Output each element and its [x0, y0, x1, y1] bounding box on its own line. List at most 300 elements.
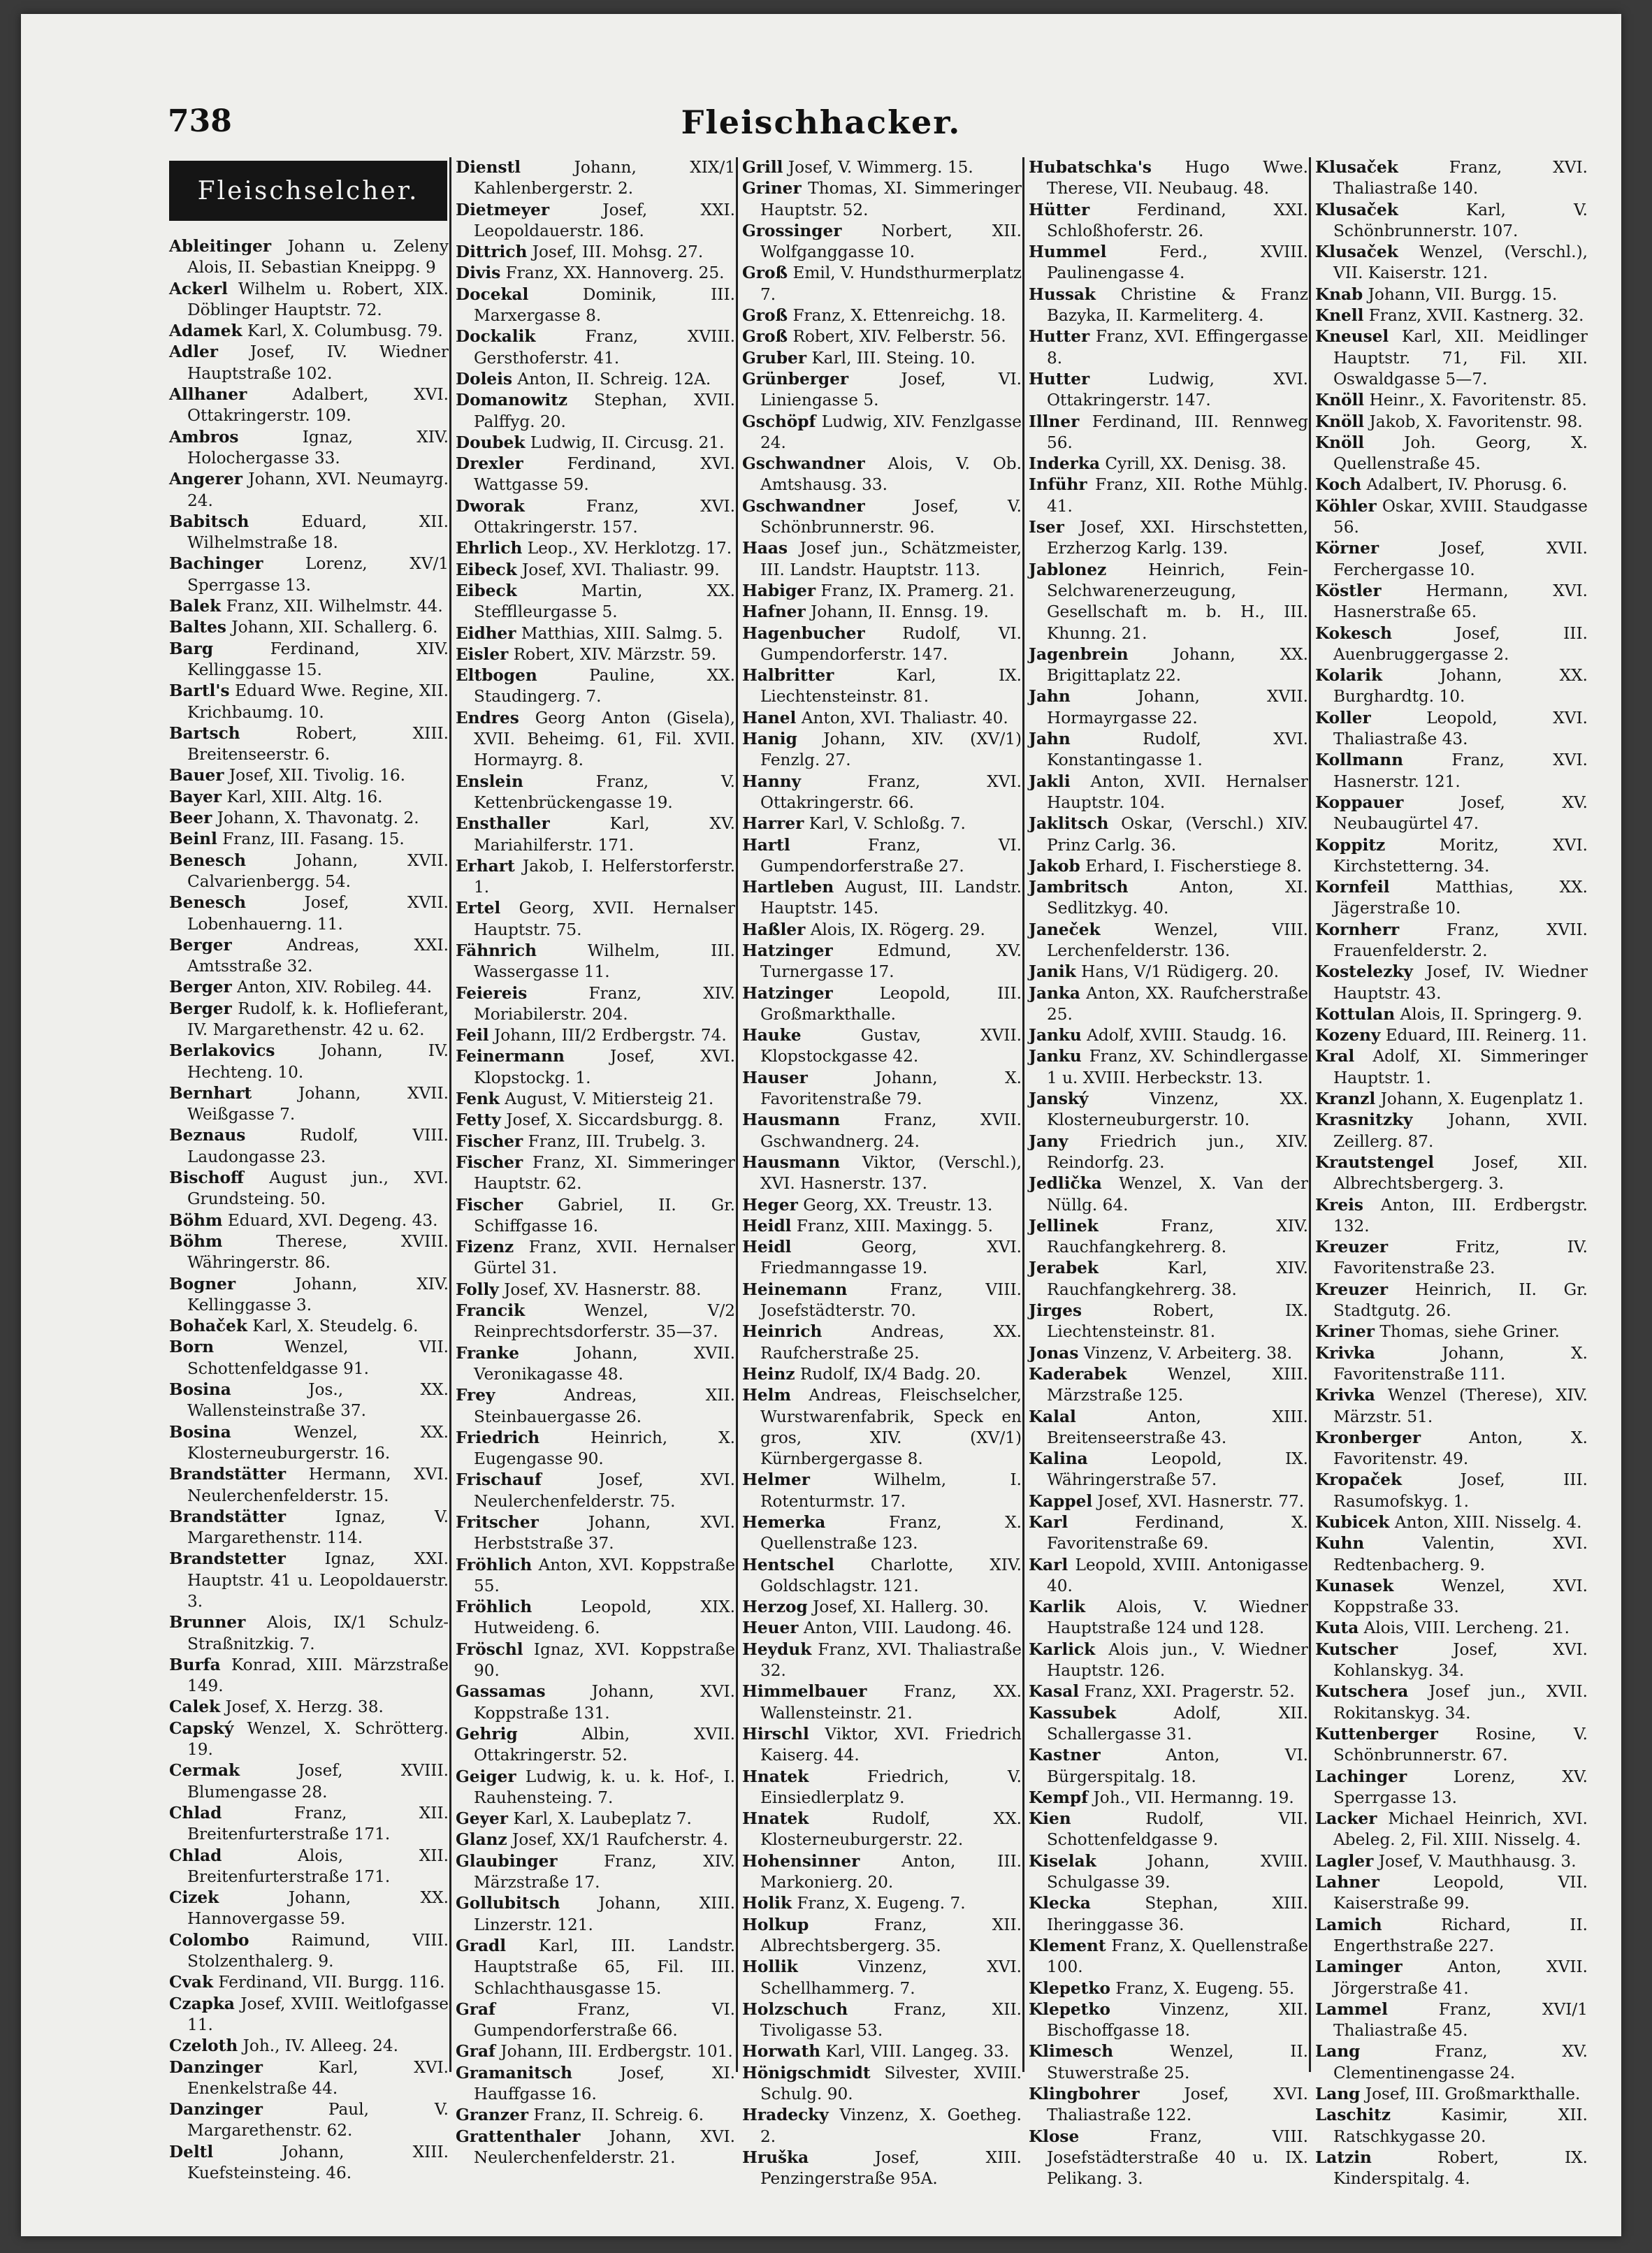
directory-entry	[1315, 1957, 1588, 1999]
directory-entry	[169, 1612, 449, 1655]
directory-entry	[1029, 856, 1308, 877]
entry-details: Raimund, VIII. Stolzenthalerg. 9.	[187, 1930, 449, 1971]
directory-entry	[742, 983, 1022, 1026]
directory-entry	[742, 1025, 1022, 1068]
entry-surname: Friedrich	[456, 1428, 540, 1447]
entry-details: Karl, XVI. Enenkelstraße 44.	[187, 2057, 449, 2098]
entry-details: Anton, XVI. Koppstraße 55.	[474, 1555, 735, 1595]
entry-details: Stephan, XVII. Palffyg. 20.	[474, 391, 735, 431]
entry-details: Josef, XXI. Leopoldauerstr. 186.	[474, 200, 735, 240]
entry-surname: Klimesch	[1029, 2042, 1114, 2062]
directory-entry	[1315, 538, 1588, 581]
directory-entry	[456, 623, 735, 644]
entry-surname: Grill	[742, 158, 783, 177]
directory-entry	[169, 617, 449, 638]
directory-entry	[1029, 983, 1308, 1026]
entry-details: Jakob, X. Favoritenstr. 98.	[1369, 412, 1583, 431]
directory-entry	[456, 454, 735, 496]
directory-entry	[742, 412, 1022, 454]
entry-details: Johann, X. Favoritenstraße 111.	[1333, 1343, 1588, 1384]
page-number: 738	[168, 103, 232, 139]
entry-details: Franz, XVI. Ottakringerstr. 66.	[760, 771, 1022, 812]
entry-details: Josef, XI. Hauffgasse 16.	[474, 2063, 735, 2104]
entry-surname: Kostelezky	[1315, 962, 1413, 982]
entry-details: Silvester, XVIII. Schulg. 90.	[760, 2063, 1022, 2104]
entry-details: Johann, XII. Schallerg. 6.	[231, 618, 438, 637]
entry-surname: Grattenthaler	[456, 2127, 581, 2146]
entry-surname: Bosina	[169, 1422, 231, 1442]
entry-surname: Harrer	[742, 814, 804, 834]
entry-details: Vinzenz, XVI. Schellhammerg. 7.	[760, 1957, 1022, 1998]
directory-entry	[1029, 560, 1308, 644]
entry-details: Christine & Franz Bazyka, II. Karmeliterg. 4.	[1047, 284, 1308, 326]
entry-details: Heinrich, X. Eugengasse 90.	[474, 1428, 735, 1469]
directory-entry	[456, 369, 735, 390]
directory-entry	[169, 999, 449, 1041]
entry-surname: Doleis	[456, 369, 512, 389]
directory-entry	[742, 1555, 1022, 1598]
entry-surname: Endres	[456, 708, 519, 727]
directory-entry	[1315, 962, 1588, 1004]
entry-details: Albin, XVII. Ottakringerstr. 52.	[474, 1724, 735, 1765]
directory-entry	[742, 1597, 1022, 1618]
directory-entry	[1029, 242, 1308, 284]
directory-entry	[1029, 1936, 1308, 1978]
entry-surname: Beer	[169, 809, 212, 828]
entry-surname: Grossinger	[742, 221, 842, 240]
directory-entry	[1315, 1195, 1588, 1238]
directory-entry	[169, 384, 449, 427]
directory-entry	[1029, 644, 1308, 687]
directory-entry	[1315, 474, 1588, 495]
directory-entry	[169, 787, 449, 808]
entry-details: Franz, X. Ettenreichg. 18.	[792, 306, 1006, 326]
entry-surname: Eibeck	[456, 581, 517, 600]
entry-surname: Hradecky	[742, 2106, 829, 2125]
directory-entry	[1029, 1407, 1308, 1449]
entry-details: Anton, VI. Bürgerspitalg. 18.	[1047, 1746, 1308, 1786]
directory-entry	[456, 242, 735, 263]
entry-details: Rudolf, VIII. Laudongasse 23.	[187, 1126, 449, 1166]
entry-surname: Colombo	[169, 1930, 249, 1950]
entry-details: Karl, XV. Mariahilferstr. 171.	[474, 814, 735, 855]
directory-entry	[1315, 1280, 1588, 1322]
entry-surname: Krasnitzky	[1315, 1110, 1413, 1130]
entry-surname: Heger	[742, 1195, 798, 1215]
directory-entry	[456, 538, 735, 559]
directory-entry	[169, 1549, 449, 1612]
entry-details: Wilhelm, I. Rotenturmstr. 17.	[760, 1470, 1022, 1511]
entry-details: Josef, XVI. Thaliastr. 99.	[522, 560, 720, 579]
column-rule	[1022, 157, 1024, 2072]
directory-entry	[1315, 1681, 1588, 1724]
entry-surname: Dienstl	[456, 158, 521, 177]
directory-entry	[456, 1237, 735, 1280]
directory-entry	[742, 221, 1022, 263]
directory-entry	[169, 427, 449, 470]
entry-details: Alois, XII. Breitenfurterstraße 171.	[187, 1846, 449, 1886]
entry-details: Johann, XIV. Kellinggasse 3.	[187, 1274, 449, 1314]
entry-surname: Eibeck	[456, 560, 517, 579]
entry-details: Ignaz, V. Margarethenstr. 114.	[187, 1507, 449, 1548]
entry-details: Franz, XIII. Maxingg. 5.	[796, 1216, 994, 1236]
entry-details: Josef, III. Rasumofskyg. 1.	[1333, 1470, 1588, 1511]
entry-surname: Ambros	[169, 427, 239, 447]
directory-entry	[1029, 920, 1308, 962]
entry-details: Franz, XIV. Rauchfangkehrerg. 8.	[1047, 1216, 1308, 1257]
entry-surname: Kutschera	[1315, 1682, 1409, 1702]
entry-details: Vinzenz, XII. Bischoffgasse 18.	[1047, 1999, 1308, 2041]
entry-surname: Koppauer	[1315, 792, 1404, 812]
entry-surname: Kutscher	[1315, 1639, 1398, 1659]
entry-surname: Kassubek	[1029, 1703, 1117, 1723]
directory-entry	[1315, 1046, 1588, 1089]
entry-surname: Kornherr	[1315, 920, 1400, 939]
entry-surname: Klement	[1029, 1936, 1106, 1955]
entry-surname: Jirges	[1029, 1301, 1082, 1321]
entry-surname: Brandstätter	[169, 1465, 287, 1484]
entry-surname: Berger	[169, 978, 232, 997]
directory-entry	[1029, 1809, 1308, 1851]
directory-entry	[742, 305, 1022, 326]
directory-entry	[742, 708, 1022, 729]
directory-entry	[742, 771, 1022, 814]
directory-entry	[1315, 708, 1588, 751]
entry-details: Eduard, XVI. Degeng. 43.	[227, 1210, 438, 1230]
entry-details: Gabriel, II. Gr. Schiffgasse 16.	[474, 1195, 736, 1236]
directory-entry	[1029, 1978, 1308, 1999]
directory-entry	[1315, 877, 1588, 920]
entry-details: Hermann, XVI. Neulerchenfelderstr. 15.	[187, 1465, 449, 1505]
directory-entry	[742, 1851, 1022, 1894]
entry-details: Josef, XVII. Lobenhauerng. 11.	[187, 893, 449, 934]
entry-details: Anton, III. Markonierg. 20.	[760, 1851, 1022, 1892]
entry-details: Franz, XVI. Ottakringerstr. 157.	[474, 496, 736, 537]
entry-details: Matthias, XX. Jägerstraße 10.	[1333, 878, 1588, 918]
entry-surname: Benesch	[169, 893, 246, 913]
entry-details: Jos., XX. Wallensteinstraße 37.	[187, 1380, 449, 1421]
directory-entry	[742, 1809, 1022, 1851]
directory-entry	[1315, 1428, 1588, 1470]
entry-details: Josef, XVI. Kohlanskyg. 34.	[1333, 1639, 1588, 1681]
directory-entry	[742, 1216, 1022, 1237]
entry-details: Rudolf, VI. Gumpendorferstr. 147.	[760, 623, 1022, 664]
entry-details: Alois, II. Springerg. 9.	[1400, 1004, 1583, 1024]
entry-details: Franz, XI. Simmeringer Hauptstr. 62.	[474, 1152, 735, 1194]
entry-details: August, III. Landstr. Hauptstr. 145.	[760, 878, 1022, 918]
entry-surname: Gehrig	[456, 1724, 518, 1744]
entry-details: Heinrich, II. Gr. Stadtgutg. 26.	[1333, 1280, 1588, 1321]
entry-details: Ferd., XVIII. Paulinengasse 4.	[1047, 242, 1308, 283]
entry-surname: Klusaček	[1315, 242, 1398, 262]
entry-surname: Frey	[456, 1386, 495, 1405]
directory-entry	[1315, 284, 1588, 305]
entry-details: Wenzel, II. Stuwerstraße 25.	[1047, 2042, 1308, 2082]
entry-surname: Laschitz	[1315, 2106, 1391, 2125]
directory-entry	[456, 941, 735, 983]
directory-entry	[456, 1681, 735, 1724]
directory-entry	[742, 1321, 1022, 1364]
entry-surname: Horwath	[742, 2042, 821, 2062]
entry-details: Franz, V. Kettenbrückengasse 19.	[474, 771, 735, 812]
entry-surname: Bohaček	[169, 1317, 247, 1336]
directory-entry	[456, 1470, 735, 1512]
entry-surname: Karl	[1029, 1513, 1068, 1532]
directory-entry	[742, 2105, 1022, 2147]
entry-details: Franz, XX. Hannoverg. 25.	[505, 263, 725, 283]
entry-surname: Hauser	[742, 1068, 808, 1087]
entry-details: Lorenz, XV/1 Sperrgasse 13.	[187, 554, 449, 595]
entry-surname: Koch	[1315, 475, 1362, 495]
directory-entry	[169, 1760, 449, 1803]
entry-details: Wenzel, (Verschl.), VII. Kaiserstr. 121.	[1333, 242, 1588, 283]
directory-entry	[742, 263, 1022, 305]
entry-surname: Frischauf	[456, 1470, 542, 1490]
entry-details: Josef, XIII. Penzingerstraße 95A.	[760, 2147, 1022, 2189]
entry-details: Anton, XIII. Breitenseerstraße 43.	[1047, 1407, 1308, 1447]
directory-entry	[456, 983, 735, 1026]
entry-details: Franz, XVIII. Gersthoferstr. 41.	[474, 327, 735, 368]
entry-surname: Bischoff	[169, 1168, 244, 1188]
entry-surname: Fritscher	[456, 1513, 539, 1532]
entry-details: Franz, XVI. Thaliastraße 140.	[1333, 158, 1588, 198]
entry-details: Thomas, XI. Simmeringer Hauptstr. 52.	[760, 179, 1022, 219]
entry-details: Robert, XIV. Märzstr. 59.	[513, 644, 717, 664]
directory-entry	[169, 1930, 449, 1973]
entry-surname: Jahn	[1029, 687, 1071, 707]
entry-details: Anton, XI. Sedlitzkyg. 40.	[1047, 878, 1308, 918]
entry-surname: Janeček	[1029, 920, 1101, 939]
entry-surname: Janik	[1029, 962, 1076, 982]
entry-surname: Fröhlich	[456, 1555, 532, 1574]
directory-entry	[169, 2057, 449, 2100]
directory-entry	[1315, 1851, 1588, 1872]
directory-entry	[1315, 1576, 1588, 1618]
section-title-box	[169, 161, 447, 221]
entry-surname: Kunasek	[1315, 1576, 1394, 1595]
directory-entry	[169, 1210, 449, 1231]
entry-surname: Haßler	[742, 920, 806, 939]
entry-surname: Fischer	[456, 1131, 523, 1151]
entry-details: Vinzenz, V. Arbeiterg. 38.	[1083, 1343, 1293, 1363]
entry-details: Karl, X. Laubeplatz 7.	[513, 1809, 692, 1829]
entry-details: Ferdinand, XVI. Wattgasse 59.	[474, 454, 735, 495]
entry-details: Franz, IX. Pramerg. 21.	[820, 581, 1015, 600]
entry-surname: Krivka	[1315, 1343, 1375, 1363]
entry-details: Johann, III. Erdbergstr. 101.	[500, 2042, 733, 2062]
directory-entry	[169, 1316, 449, 1337]
entry-surname: Bauer	[169, 766, 224, 785]
directory-entry	[742, 454, 1022, 496]
entry-surname: Berger	[169, 999, 232, 1018]
directory-entry	[1315, 2084, 1588, 2105]
entry-surname: Krivka	[1315, 1386, 1375, 1405]
entry-details: Alois, V. Wiedner Hauptstraße 124 und 128.	[1047, 1598, 1308, 1638]
entry-surname: Kreis	[1315, 1195, 1363, 1215]
entry-surname: Gschöpf	[742, 412, 816, 431]
running-head: Fleischhacker.	[681, 103, 962, 141]
entry-details: Johann, XIII. Kuefsteinsteing. 46.	[187, 2142, 449, 2183]
directory-entry	[456, 1131, 735, 1152]
directory-entry	[456, 1089, 735, 1110]
entry-details: Paul, V. Margarethenstr. 62.	[187, 2100, 449, 2140]
section-title: Fleischselcher.	[197, 176, 419, 205]
directory-entry	[1315, 200, 1588, 242]
entry-surname: Heidl	[742, 1238, 792, 1257]
entry-details: Wenzel, V/2 Reinprechtsdorferstr. 35—37.	[474, 1301, 735, 1342]
entry-details: Anton, XVII. Jörgerstraße 41.	[1333, 1957, 1588, 1998]
directory-entry	[742, 1110, 1022, 1152]
entry-surname: Laminger	[1315, 1957, 1403, 1977]
directory-entry	[1315, 750, 1588, 792]
entry-surname: Karl	[1029, 1555, 1068, 1574]
directory-entry	[1315, 433, 1588, 475]
entry-details: Wenzel, XIII. Märzstraße 125.	[1047, 1364, 1308, 1405]
entry-surname: Heinz	[742, 1364, 795, 1384]
entry-surname: Eidher	[456, 623, 516, 643]
entry-details: Johann, XVII. Zeillerg. 87.	[1333, 1110, 1588, 1151]
entry-details: Emil, V. Hundsthurmerplatz 7.	[760, 263, 1022, 304]
entry-surname: Fähnrich	[456, 941, 537, 960]
directory-entry	[456, 1767, 735, 1809]
directory-entry	[456, 326, 735, 369]
entry-details: Franz, VIII. Josefstädterstraße 40 u. IX. Pelikang. 3.	[1047, 2127, 1309, 2189]
entry-details: Georg, XVI. Friedmanngasse 19.	[760, 1238, 1022, 1278]
entry-surname: Jerabek	[1029, 1259, 1099, 1278]
entry-surname: Brandstetter	[169, 1549, 286, 1569]
directory-entry	[456, 1999, 735, 2042]
entry-details: Wenzel, X. Van der Nüllg. 64.	[1047, 1174, 1308, 1215]
entry-details: Johann, XVI. Koppstraße 131.	[474, 1682, 736, 1723]
entry-details: Josef, V. Wimmerg. 15.	[788, 158, 973, 177]
entry-details: Ludwig, k. u. k. Hof-, I. Rauhensteing. 7.	[474, 1767, 736, 1807]
directory-entry	[742, 178, 1022, 221]
entry-surname: Hutter	[1029, 327, 1090, 347]
directory-entry	[456, 644, 735, 665]
entry-details: Alois, IX. Rögerg. 29.	[810, 920, 985, 939]
entry-surname: Beinl	[169, 830, 217, 849]
directory-entry	[456, 560, 735, 581]
entry-details: Franz, XII. Albrechtsbergerg. 35.	[760, 1915, 1022, 1955]
entry-surname: Jany	[1029, 1131, 1068, 1151]
directory-entry	[169, 1507, 449, 1549]
directory-entry	[1029, 2127, 1308, 2190]
column-rule	[1309, 157, 1311, 2072]
entry-details: Robert, XIV. Felberstr. 56.	[792, 327, 1006, 347]
entry-surname: Jagenbrein	[1029, 644, 1129, 664]
entry-details: Valentin, XVI. Redtenbacherg. 9.	[1333, 1534, 1588, 1574]
entry-details: Georg, XVII. Hernalser Hauptstr. 75.	[474, 899, 735, 939]
entry-surname: Hartl	[742, 835, 790, 855]
directory-entry	[169, 236, 449, 279]
entry-surname: Klepetko	[1029, 1978, 1110, 1998]
entry-details: Josef, VI. Liniengasse 5.	[760, 369, 1022, 410]
directory-entry	[456, 1936, 735, 1999]
column-2	[456, 157, 735, 2226]
entry-surname: Kappel	[1029, 1491, 1093, 1511]
entry-details: Gustav, XVII. Klopstockgasse 42.	[760, 1026, 1022, 1066]
entry-details: Alois, IX/1 Schulz-Straßnitzkig. 7.	[187, 1613, 449, 1653]
entry-surname: Grünberger	[742, 369, 849, 389]
entry-details: Franz, VI. Gumpendorferstraße 66.	[474, 1999, 735, 2041]
directory-entry	[456, 263, 735, 284]
entry-details: Josef, XVI. Hasnerstr. 77.	[1097, 1491, 1305, 1511]
entry-surname: Heidl	[742, 1216, 792, 1236]
entry-surname: Heinemann	[742, 1280, 848, 1299]
entry-details: Hans, V/1 Rüdigerg. 20.	[1081, 962, 1280, 982]
entry-surname: Kriner	[1315, 1322, 1375, 1342]
directory-entry	[742, 1767, 1022, 1809]
entry-surname: Kuhn	[1315, 1534, 1365, 1553]
entry-details: Norbert, XII. Wolfganggasse 10.	[760, 221, 1022, 262]
entry-surname: Hanel	[742, 708, 797, 727]
directory-entry	[456, 581, 735, 623]
directory-entry	[1315, 792, 1588, 835]
entry-surname: Kuta	[1315, 1618, 1359, 1638]
entry-details: Viktor, (Verschl.), XVI. Hasnerstr. 137.	[760, 1152, 1022, 1194]
entry-details: Therese, XVIII. Währingerstr. 86.	[187, 1231, 449, 1273]
entry-details: Karl, III. Steing. 10.	[811, 348, 976, 368]
entry-details: Franz, VI. Gumpendorferstraße 27.	[760, 835, 1022, 876]
entry-details: Franz, XXI. Pragerstr. 52.	[1084, 1682, 1295, 1702]
entry-surname: Danzinger	[169, 2057, 263, 2077]
directory-entry	[456, 2105, 735, 2126]
entry-details: Johann, XIII. Linzerstr. 121.	[474, 1894, 735, 1934]
directory-entry	[1029, 517, 1308, 560]
entry-details: Wilhelm u. Robert, XIX. Döblinger Hauptstr. 72.	[187, 279, 449, 319]
entry-surname: Hatzinger	[742, 983, 833, 1003]
entry-details: Anton, XX. Raufcherstraße 25.	[1047, 983, 1308, 1024]
entry-surname: Calek	[169, 1697, 221, 1717]
entry-surname: Kropaček	[1315, 1470, 1403, 1490]
entry-details: Karl, V. Schloßg. 7.	[809, 814, 966, 834]
entry-surname: Holik	[742, 1894, 792, 1913]
entry-details: Karl, XII. Meidlinger Hauptstr. 71, Fil. XII. Oswaldgasse 5—7.	[1333, 327, 1588, 389]
directory-entry	[1029, 729, 1308, 771]
entry-surname: Burfa	[169, 1655, 221, 1674]
entry-surname: Barg	[169, 639, 214, 658]
entry-surname: Geyer	[456, 1809, 508, 1829]
entry-details: Lorenz, XV. Sperrgasse 13.	[1333, 1767, 1588, 1807]
directory-entry	[742, 1237, 1022, 1280]
directory-entry	[169, 1041, 449, 1083]
entry-surname: Fischer	[456, 1195, 523, 1215]
directory-entry	[742, 1280, 1022, 1322]
directory-entry	[1315, 665, 1588, 708]
entry-details: Franz, XV. Clementinengasse 24.	[1333, 2042, 1588, 2082]
entry-details: Karl, VIII. Langeg. 33.	[825, 2042, 1010, 2062]
entry-surname: Doubek	[456, 433, 526, 452]
entry-details: Eduard, III. Reinerg. 11.	[1385, 1026, 1587, 1045]
entry-surname: Kalina	[1029, 1449, 1088, 1469]
entry-surname: Hussak	[1029, 284, 1096, 304]
entry-surname: Ehrlich	[456, 539, 523, 558]
directory-entry	[742, 1470, 1022, 1512]
entry-details: Moritz, XVI. Kirchstetterng. 34.	[1333, 835, 1588, 876]
directory-entry	[169, 935, 449, 978]
entry-surname: Lachinger	[1315, 1767, 1407, 1786]
entry-details: Karl, X. Steudelg. 6.	[252, 1317, 419, 1336]
entry-surname: Böhm	[169, 1210, 223, 1230]
entry-surname: Beznaus	[169, 1126, 246, 1145]
entry-details: Rosine, V. Schönbrunnerstr. 67.	[1333, 1724, 1588, 1765]
entry-details: Pauline, XX. Staudingerg. 7.	[474, 666, 736, 707]
entry-details: Josef, XII. Tivolig. 16.	[229, 766, 406, 785]
directory-entry	[1315, 623, 1588, 666]
entry-details: Johann, XX. Brigittaplatz 22.	[1047, 644, 1308, 686]
entry-details: Martin, XX. Stefflleurgasse 5.	[474, 581, 735, 622]
entry-details: Rudolf, VII. Schottenfeldgasse 9.	[1047, 1809, 1308, 1850]
